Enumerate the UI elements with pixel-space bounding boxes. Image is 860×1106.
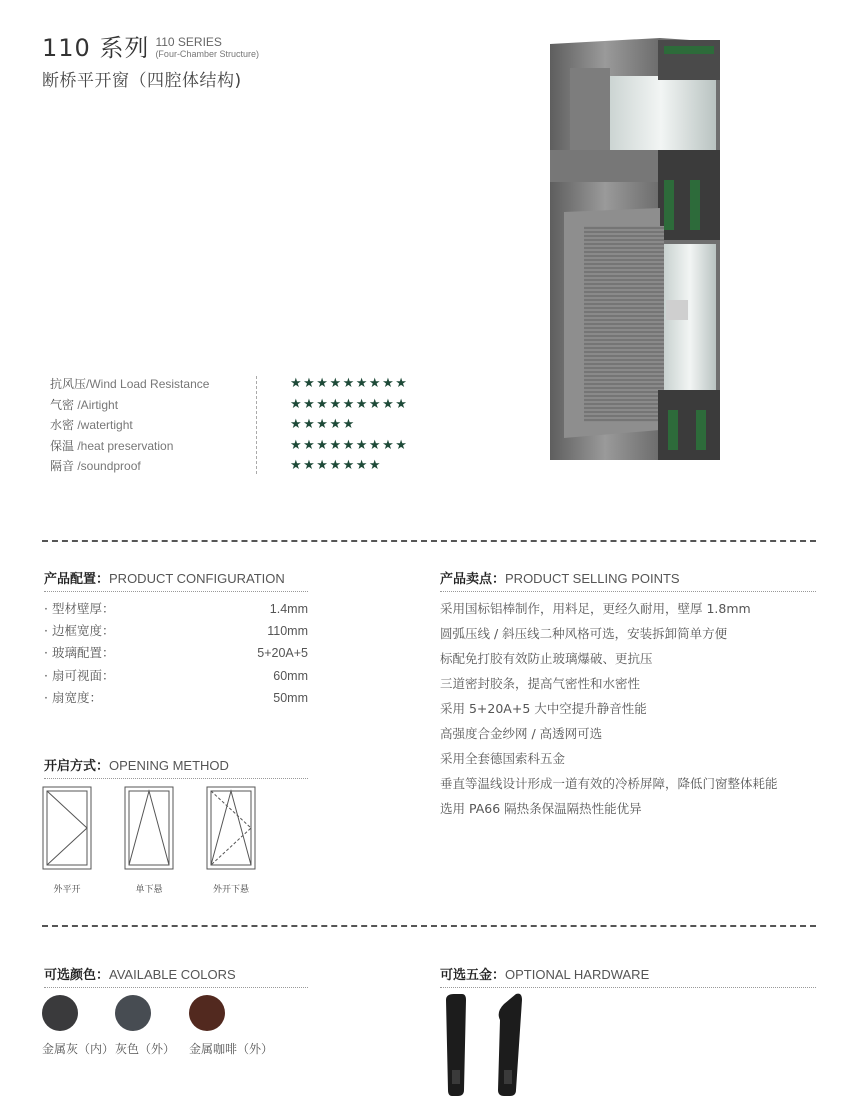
star-rating: ★★★★★★★★★ [290, 376, 409, 391]
config-label: · 型材壁厚： [44, 601, 115, 616]
config-label: · 边框宽度： [44, 623, 115, 639]
page-subtitle: 断桥平开窗（四腔体结构) [42, 71, 242, 91]
color-swatch [115, 995, 151, 1031]
hardware-rule [440, 987, 816, 988]
opening-method-label: 外平开 [53, 885, 81, 895]
selling-points-list [440, 596, 778, 821]
hardware-heading: 可选五金：OPTIONAL HARDWARE [440, 967, 650, 983]
config-row [44, 620, 308, 642]
rating-label-en: /Airtight [74, 397, 119, 412]
rating-label-cn: 隔音 [50, 459, 75, 473]
selling-rule [440, 591, 816, 592]
config-row [44, 665, 308, 687]
rating-label-en: /heat preservation [74, 438, 174, 453]
config-row [44, 598, 308, 620]
rating-label-en: /soundproof [74, 459, 141, 473]
selling-heading: 产品卖点：PRODUCT SELLING POINTS [440, 571, 680, 587]
opening-heading: 开启方式：OPENING METHOD [44, 758, 229, 774]
opening-rule [44, 778, 308, 779]
selling-point: 标配免打胶有效防止玻璃爆破、更抗压 [440, 651, 653, 666]
title-block [42, 34, 259, 91]
color-label: 灰色（外） [115, 1042, 176, 1056]
star-rating: ★★★★★ [290, 417, 356, 432]
star-rating: ★★★★★★★★★ [290, 437, 409, 453]
config-list [44, 598, 308, 709]
rating-divider [256, 376, 257, 474]
selling-point: 选用 PA66 隔热条保温隔热性能优异 [440, 801, 642, 816]
series-en-label: 110 SERIES [155, 35, 222, 49]
colors-heading: 可选颜色：AVAILABLE COLORS [44, 967, 236, 983]
config-label: · 扇可视面： [44, 667, 115, 683]
section-divider [42, 540, 816, 542]
selling-point: 三道密封胶条，提高气密性和水密性 [440, 676, 641, 691]
config-heading: 产品配置：PRODUCT CONFIGURATION [44, 571, 285, 587]
bottom-hung-icon [124, 786, 174, 870]
rating-label-cn: 气密 [50, 397, 75, 412]
colors-rule [44, 987, 308, 988]
selling-point: 采用 5+20A+5 大中空提升静音性能 [440, 701, 647, 716]
rating-label-cn: 水密 [50, 418, 75, 432]
series-en [155, 36, 259, 60]
color-label: 金属咖啡（外） [189, 1042, 274, 1056]
selling-point: 垂直等温线设计形成一道有效的冷桥屏障，降低门窗整体耗能 [440, 776, 778, 791]
config-value: 5+20A+5 [257, 646, 308, 661]
selling-point: 高强度合金纱网 / 高透网可选 [440, 726, 603, 741]
color-label: 金属灰（内） [42, 1042, 115, 1056]
config-row [44, 687, 308, 709]
color-swatch [189, 995, 225, 1031]
config-label: · 玻璃配置： [44, 645, 115, 661]
config-rule [44, 591, 308, 592]
opening-method-item [124, 786, 174, 895]
window-handle-image [440, 990, 550, 1100]
section-divider [42, 925, 816, 927]
star-rating: ★★★★★★★★★ [290, 396, 409, 412]
selling-point: 圆弧压线 / 斜压线二种风格可选，安装拆卸简单方便 [440, 626, 728, 641]
opening-method-item [42, 786, 92, 895]
config-value: 1.4mm [269, 602, 308, 616]
config-value: 50mm [273, 690, 308, 705]
casement-out-icon [42, 786, 92, 870]
star-rating: ★★★★★★★ [290, 458, 383, 473]
config-value: 110mm [267, 624, 308, 639]
color-swatch [42, 995, 78, 1031]
opening-method-label: 单下悬 [135, 885, 163, 895]
rating-label-cn: 抗风压 [50, 377, 87, 391]
config-value: 60mm [273, 668, 308, 683]
selling-point: 采用国标铝棒制作，用料足，更经久耐用，壁厚 1.8mm [440, 601, 751, 616]
config-label: · 扇宽度： [44, 689, 102, 705]
rating-label-en: /watertight [74, 418, 133, 432]
page-title: 110 系列 [42, 34, 150, 62]
config-row [44, 642, 308, 664]
selling-point: 采用全套德国索科五金 [440, 751, 566, 766]
tilt-turn-icon [206, 786, 256, 870]
window-section-image [540, 30, 740, 470]
opening-method-label: 外开下悬 [212, 885, 249, 895]
structure-en-label: (Four-Chamber Structure) [155, 49, 259, 59]
rating-label-cn: 保温 [50, 438, 75, 453]
opening-method-item [206, 786, 256, 895]
rating-label-en: /Wind Load Resistance [86, 377, 210, 391]
